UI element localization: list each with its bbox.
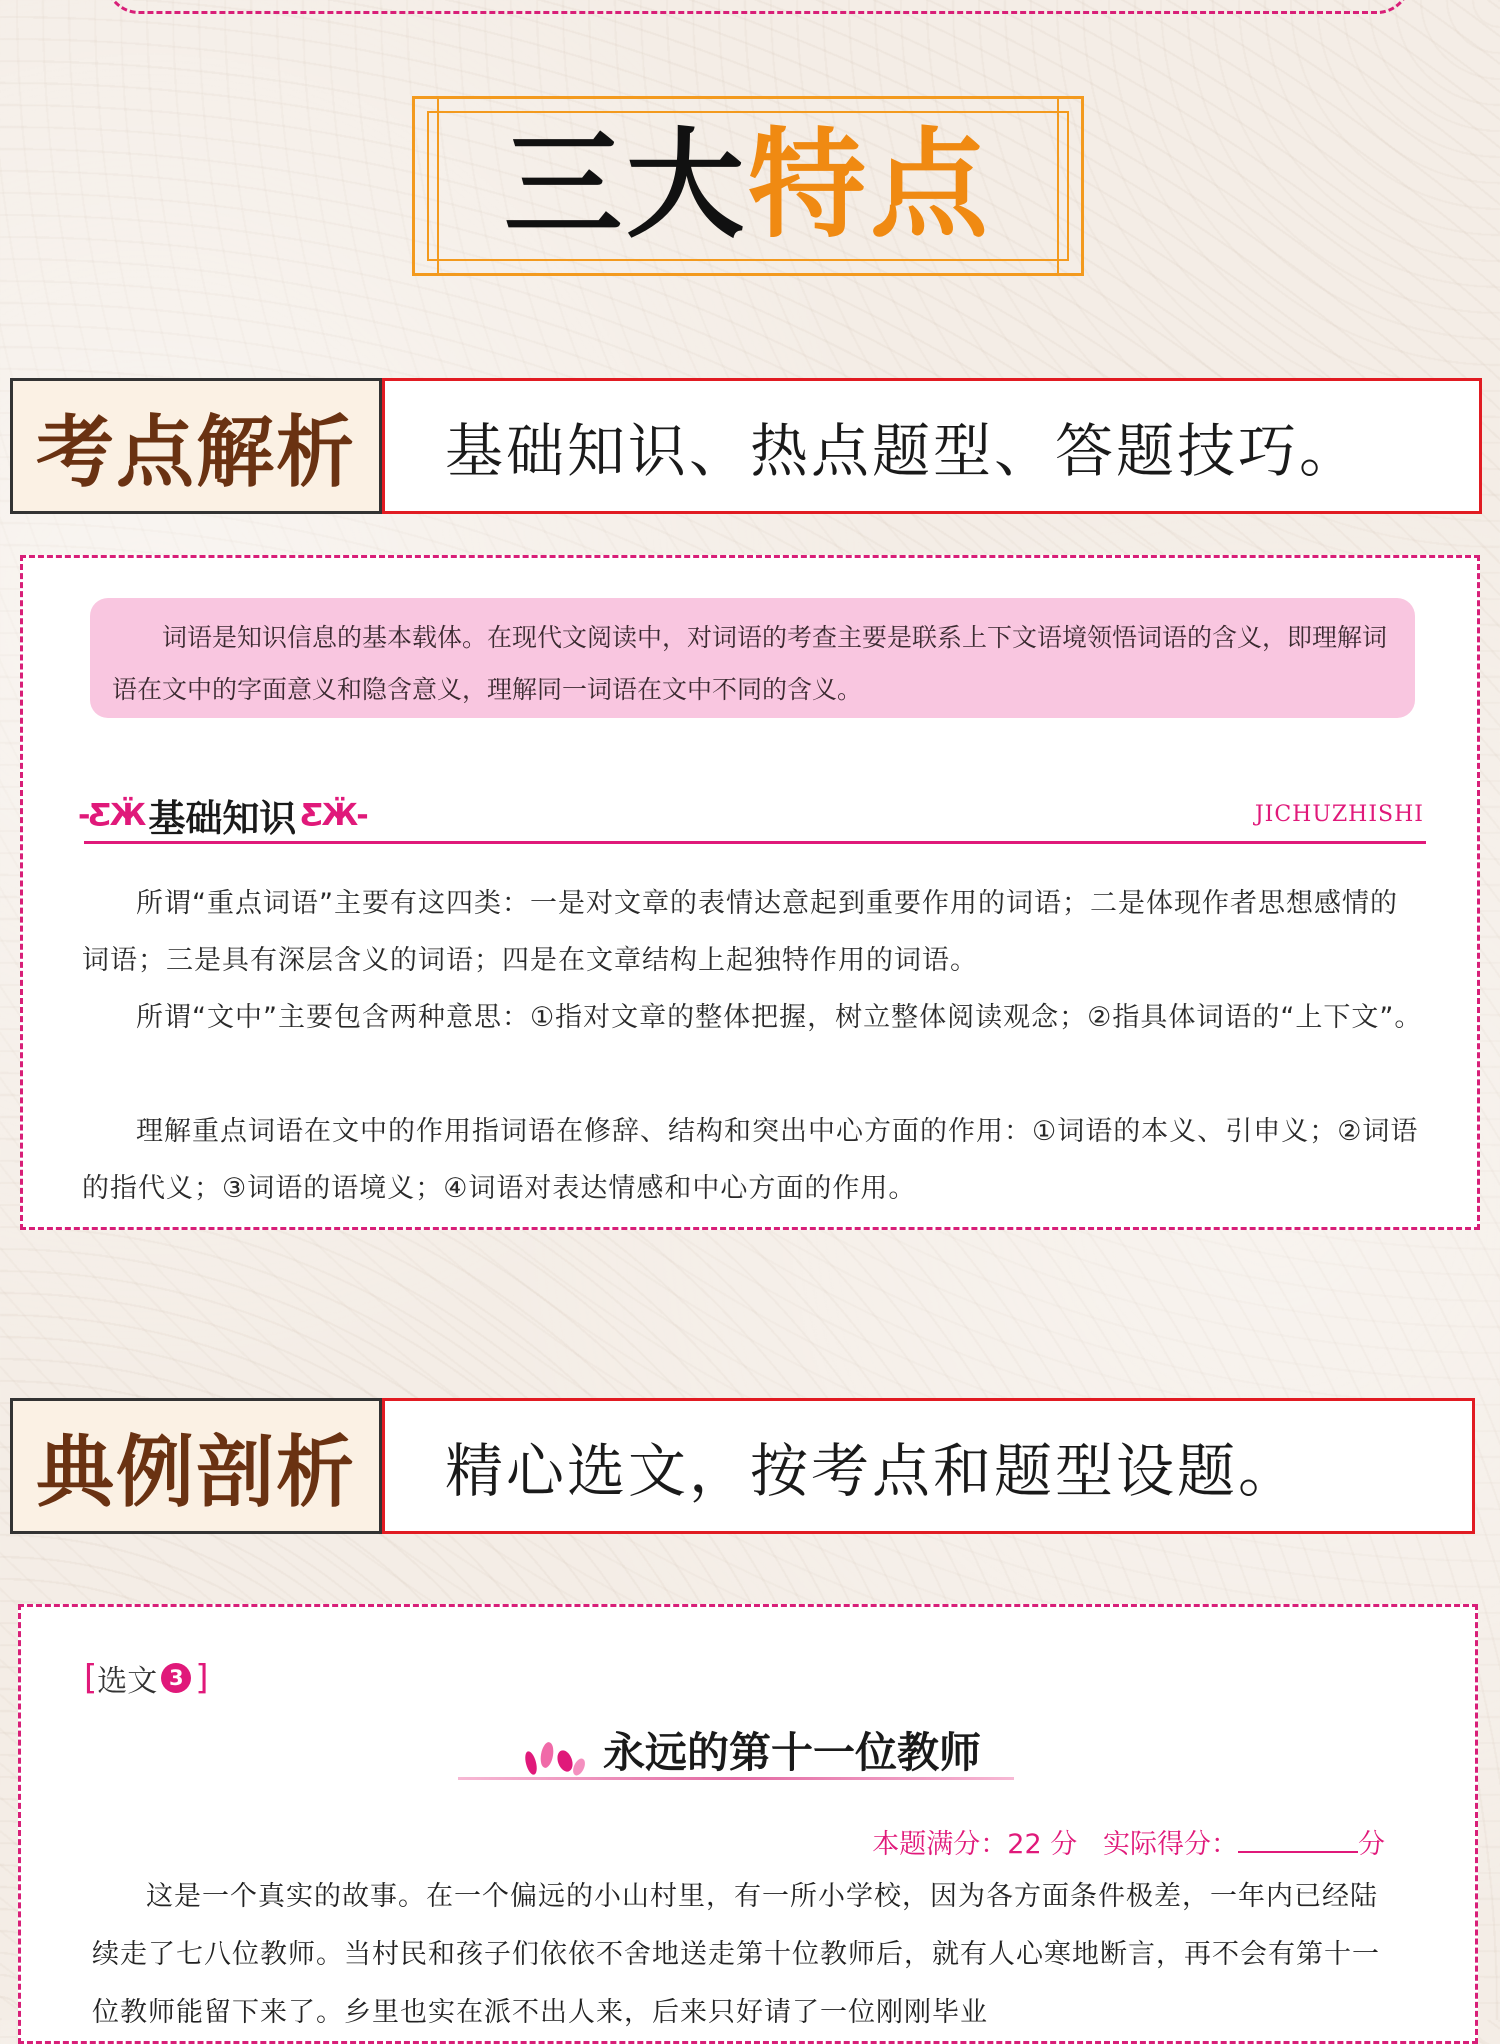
score-blank — [1238, 1827, 1358, 1853]
right-ornament-icon: ƸӜ- — [300, 797, 367, 833]
page-title: 三大特点 — [503, 116, 993, 254]
score-line: 本题满分：22 分 实际得分： 分 — [872, 1829, 1385, 1860]
paragraph: 理解重点词语在文中的作用指词语在修辞、结构和突出中心方面的作用：①词语的本义、引申义；②词语的指代义；③词语的语境义；④词语对表达情感和中心方面的作用。 — [82, 1116, 1419, 1204]
section-label-kaodian: 考点解析 — [10, 378, 382, 514]
intro-note: 词语是知识信息的基本载体。在现代文阅读中，对词语的考查主要是联系上下文语境领悟词语的含义，即理解词语在文中的字面意义和隐含意义，理解同一词语在文中不同的含义。 — [90, 598, 1415, 718]
paragraph: 所谓“文中”主要包含两种意思：①指对文章的整体把握，树立整体阅读观念；②指具体词语的“上下文”。 — [136, 1002, 1423, 1033]
section-desc-kaodian: 基础知识、热点题型、答题技巧。 — [382, 378, 1482, 514]
petal-icon — [519, 1731, 589, 1781]
title-frame — [412, 96, 1084, 276]
selection-tag: [ 选文 3 ] — [84, 1658, 209, 1699]
top-dashed-frame — [105, 0, 1411, 14]
subhead-pinyin: JICHUZHISHI — [1254, 802, 1424, 827]
story-paragraph: 这是一个真实的故事。在一个偏远的小山村里，有一所小学校，因为各方面条件极差，一年内已经陆续走了七八位教师。当村民和孩子们依依不舍地送走第十位教师后，就有人心寒地断言，再不会有第十一位教师能留下来了。乡里也实在派不出人来，后来只好请了一位刚刚毕业 — [92, 1881, 1380, 2028]
article-title-underline — [458, 1777, 1014, 1780]
subhead-jichuzhishi: -ƸӜ 基础知识 ƸӜ- — [78, 797, 367, 840]
section-desc-dianli: 精心选文，按考点和题型设题。 — [382, 1398, 1475, 1534]
article-title: 永远的第十一位教师 — [0, 1720, 1500, 1781]
subhead-divider — [84, 841, 1426, 844]
left-ornament-icon: -ƸӜ — [78, 797, 145, 833]
paragraph: 所谓“重点词语”主要有这四类：一是对文章的表情达意起到重要作用的词语；二是体现作者思想感情的词语；三是具有深层含义的词语；四是在文章结构上起独特作用的词语。 — [82, 888, 1398, 976]
section-label-dianli: 典例剖析 — [10, 1398, 382, 1534]
